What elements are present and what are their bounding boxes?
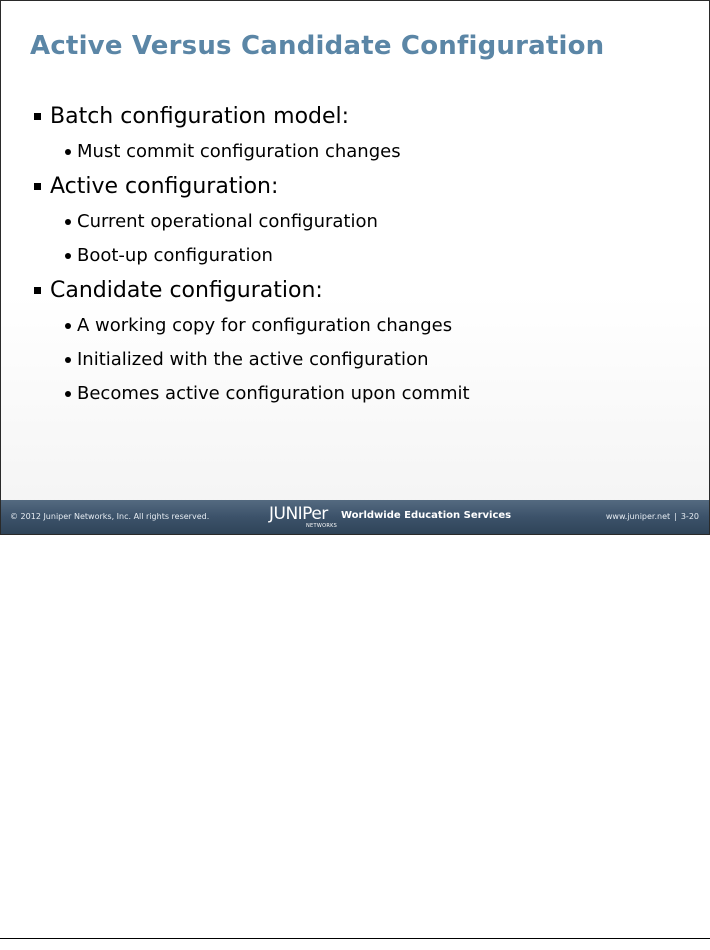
page-number: 3-20 <box>680 512 699 521</box>
page-bottom-rule <box>0 938 710 939</box>
sub-bullet-text: Initialized with the active configuration <box>77 349 429 370</box>
square-bullet-icon <box>34 287 41 294</box>
sub-bullet <box>34 377 694 411</box>
sub-bullet <box>34 135 694 169</box>
footer-bar <box>1 500 709 534</box>
footer-site-info <box>606 512 699 521</box>
sub-bullet-text: Current operational configuration <box>77 211 378 232</box>
slide-title: Active Versus Candidate Configuration <box>30 31 605 61</box>
bullet-list <box>34 99 694 411</box>
juniper-logo <box>269 504 338 530</box>
sub-bullet-text: Boot-up configuration <box>77 245 273 266</box>
logo-wordmark: JUNIPer <box>269 504 328 524</box>
sub-bullet <box>34 343 694 377</box>
website-link[interactable]: www.juniper.net <box>605 512 671 521</box>
square-bullet-icon <box>34 113 41 120</box>
bullet-text: Active configuration: <box>50 174 279 199</box>
round-bullet-icon <box>65 253 71 259</box>
bullet-candidate-config <box>34 273 694 309</box>
bullet-batch-config <box>34 99 694 135</box>
logo-subtext: NETWORKS <box>306 523 338 529</box>
bullet-text: Batch configuration model: <box>50 104 350 129</box>
footer-separator: | <box>674 512 677 521</box>
sub-bullet-text: Must commit configuration changes <box>77 141 401 162</box>
sub-bullet-text: Becomes active configuration upon commit <box>77 383 470 404</box>
round-bullet-icon <box>65 391 71 397</box>
bullet-active-config <box>34 169 694 205</box>
sub-bullet <box>34 239 694 273</box>
bullet-text: Candidate configuration: <box>50 278 323 303</box>
round-bullet-icon <box>65 357 71 363</box>
sub-bullet-text: A working copy for configuration changes <box>77 315 453 336</box>
footer-tagline: Worldwide Education Services <box>341 510 512 521</box>
round-bullet-icon <box>65 219 71 225</box>
round-bullet-icon <box>65 149 71 155</box>
round-bullet-icon <box>65 323 71 329</box>
sub-bullet <box>34 205 694 239</box>
copyright-notice: © 2012 Juniper Networks, Inc. All rights reserved. <box>10 512 210 521</box>
sub-bullet <box>34 309 694 343</box>
square-bullet-icon <box>34 183 41 190</box>
